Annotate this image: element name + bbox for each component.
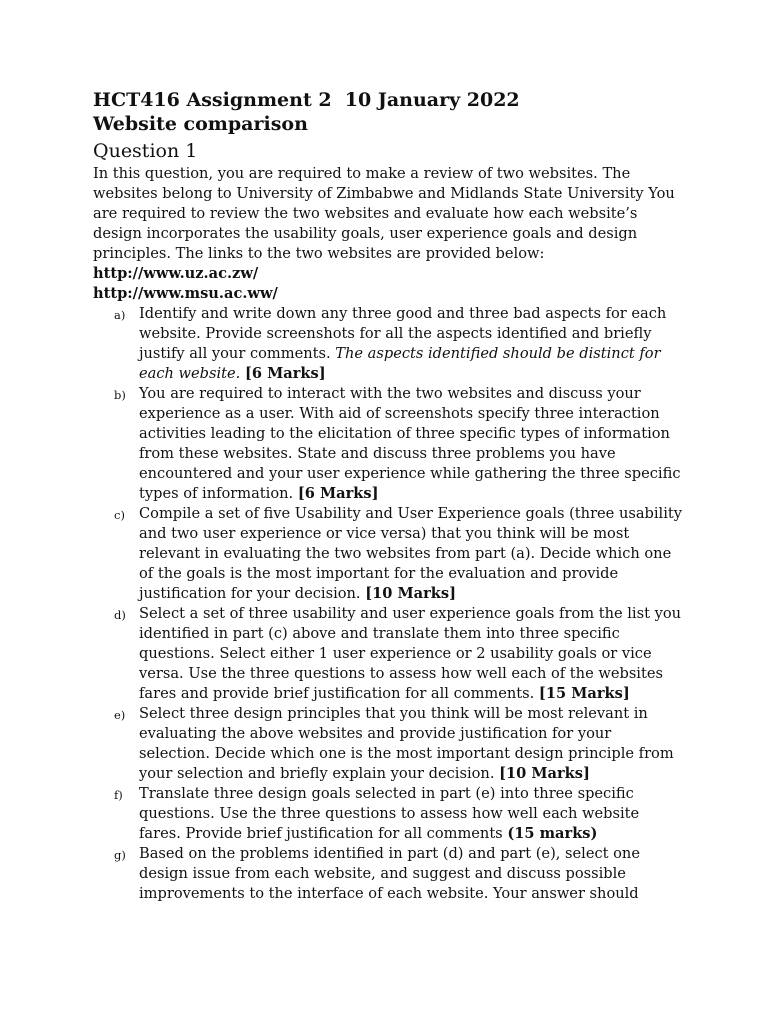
part-marks: [6 Marks] — [297, 485, 379, 502]
link-uz: http://www.uz.ac.zw/ — [93, 265, 259, 282]
part-label: d) — [114, 608, 126, 622]
part-label: b) — [114, 388, 126, 402]
part-marks: [15 Marks] — [538, 685, 630, 702]
assignment-title: HCT416 Assignment 2 10 January 2022 — [93, 89, 520, 111]
question-heading: Question 1 — [93, 140, 198, 162]
part-d — [114, 604, 683, 704]
part-g — [114, 844, 683, 904]
assignment-page — [93, 88, 683, 904]
part-f — [114, 784, 683, 844]
part-text: Compile a set of five Usability and User Experience goals (three usability and two user experience or vice versa) that you think will be most relevant in evaluating the two websites from part (a). Decide which one of the goals is the most important for the evaluation and provide justification for your decision. — [139, 505, 682, 602]
part-b — [114, 384, 683, 504]
part-text: Translate three design goals selected in part (e) into three specific questions. Use the three questions to assess how well each website fares. Provide brief justification for all comments — [139, 785, 640, 842]
question-parts-list — [93, 304, 683, 904]
part-marks: (15 marks) — [507, 825, 598, 842]
part-label: c) — [114, 508, 125, 522]
part-text: You are required to interact with the two websites and discuss your experience as a user. With aid of screenshots specify three interaction activities leading to the elicitation of three specific types of information from these websites. State and discuss three problems you have encountered and your user experience while gathering the three specific types of information. — [139, 385, 681, 502]
part-emphasis: The aspects identified should be distinct for each website. — [139, 345, 661, 382]
part-marks: [10 Marks] — [499, 765, 590, 782]
part-text: Select three design principles that you think will be most relevant in evaluating the above websites and provide justification for your selection. Decide which one is the most important design principle from your selection and briefly explain your decision. — [139, 705, 674, 782]
part-a — [114, 304, 683, 384]
part-label: a) — [114, 308, 126, 322]
part-label: f) — [114, 788, 123, 802]
part-text: Select a set of three usability and user experience goals from the list you identified in part (c) above and translate them into three specific questions. Select either 1 user experience or 2 usability goals or vice versa. Use the three questions to assess how well each of the websites fares and provide brief justification for all comments. — [139, 605, 681, 702]
part-label: g) — [114, 848, 126, 862]
part-e — [114, 704, 683, 784]
part-marks: [6 Marks] — [244, 365, 326, 382]
part-label: e) — [114, 708, 126, 722]
part-marks: [10 Marks] — [365, 585, 457, 602]
link-msu: http://www.msu.ac.ww/ — [93, 285, 278, 302]
part-text: Identify and write down any three good and three bad aspects for each website. Provide screenshots for all the aspects identified and briefly justify all your comments. — [139, 305, 667, 362]
intro-paragraph: In this question, you are required to make a review of two websites. The websites belong to University of Zimbabwe and Midlands State University You are required to review the two websites and evaluate how each website’s design incorporates the usability goals, user experience goals and design principles. The links to the two websites are provided below: — [93, 165, 675, 262]
part-text: Based on the problems identified in part (d) and part (e), select one design issue from each website, and suggest and discuss possible improvements to the interface of each website. Your answer should — [139, 845, 640, 902]
assignment-subtitle: Website comparison — [93, 113, 308, 135]
part-c — [114, 504, 683, 604]
